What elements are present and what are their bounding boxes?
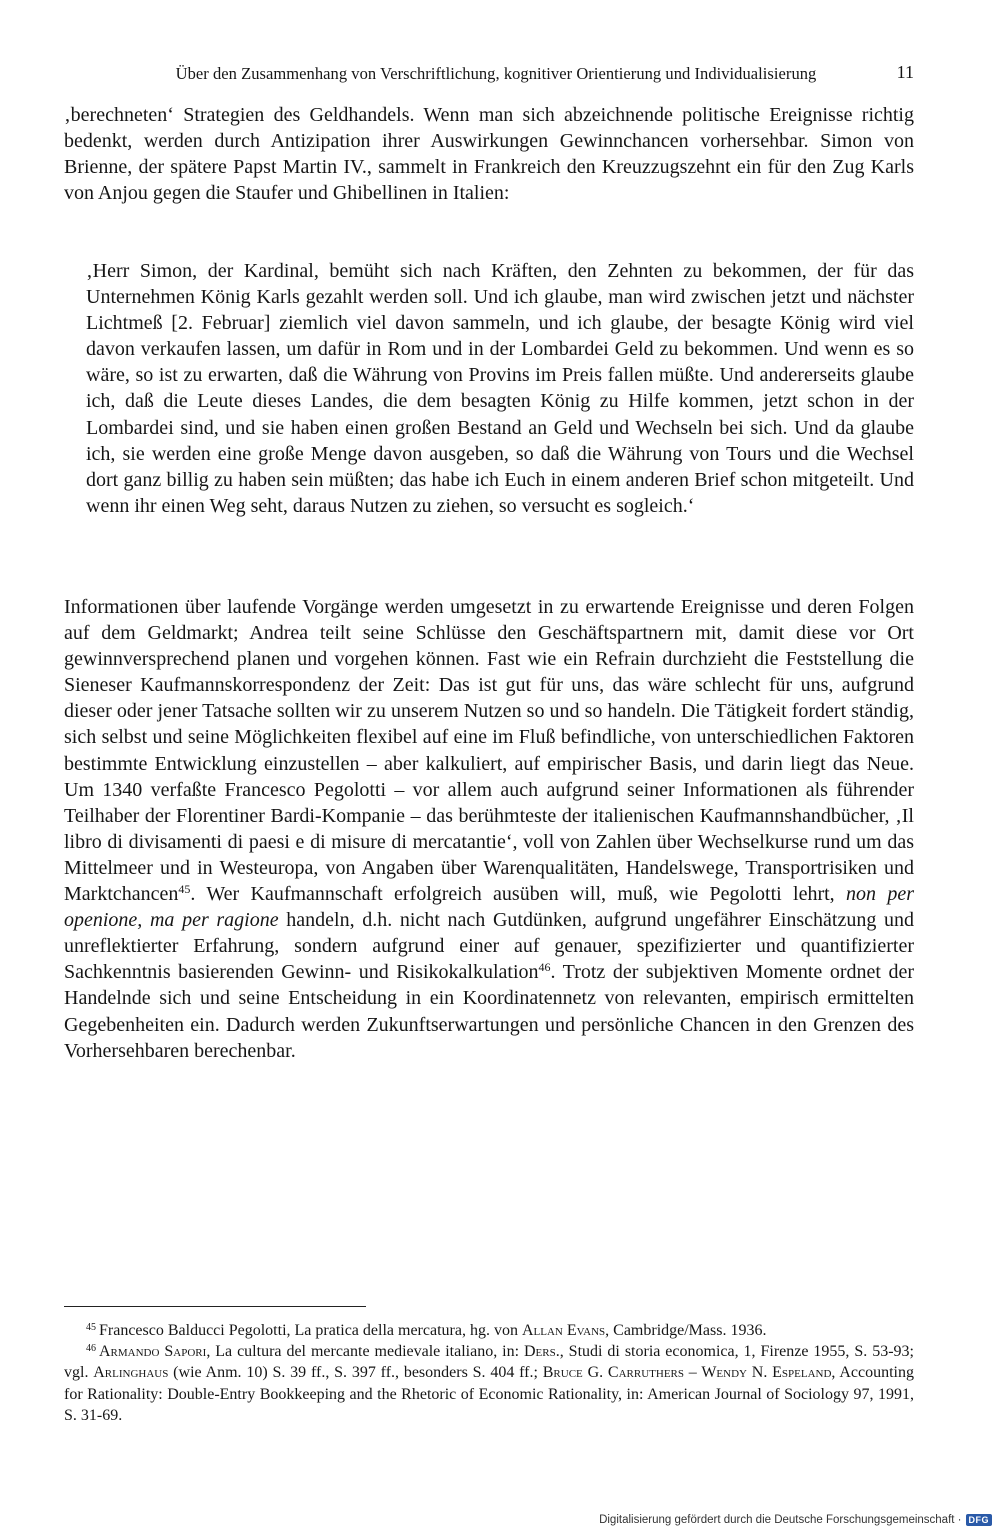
footnotes	[64, 1320, 914, 1426]
main-paragraph-text	[64, 594, 914, 1064]
footnote-46-author-3: Bruce G. Carruthers – Wendy N. Espeland	[542, 1364, 832, 1382]
footnote-46-ders: Ders.	[524, 1343, 560, 1361]
main-paragraph	[64, 594, 914, 1064]
footnote-46-author-1: Armando Sapori	[99, 1343, 207, 1361]
footnote-45-text-b: , Cambridge/Mass. 1936.	[605, 1322, 767, 1339]
intro-paragraph-text: ‚berechneten‘ Strategien des Geldhandels. Wenn man sich abzeichnende politische Ereignisse richtig bedenkt, werden durch Antizipation ihrer Auswirkungen Gewinnchancen vorhersehbar. Simon von Brienne, der spätere Papst Martin IV., sammelt in Frankreich den Kreuzzugszehnt ein für den Zug Karls von Anjou gegen die Staufer und Ghibellinen in Italien:	[64, 104, 914, 205]
footnote-46-text-a: , La cultura del mercante medievale italiano, in:	[206, 1343, 524, 1361]
page-number: 11	[896, 62, 914, 82]
footnote-46	[64, 1341, 914, 1426]
footnote-ref-46: 46	[538, 960, 551, 975]
footnote-45-number: 45	[86, 1322, 96, 1333]
footnote-rule	[64, 1306, 366, 1307]
footnote-ref-45: 45	[178, 882, 191, 897]
main-text-part3: handeln, d.h. nicht nach Gutdünken, aufgrund ungefährer Einschätzung und unreflektierter Erfahrung, sondern aufgrund einer auf genauer, spezifizierter und quantifizierter Sachkenntnis basierenden Gewinn- und Risikokalkulation	[64, 909, 914, 984]
block-quote	[86, 258, 914, 519]
footnote-46-text-d: , Accounting for Rationality: Double-Entry Bookkeeping and the Rhetoric of Economic Rationality, in: American Journal of Sociology 97, 1991, S. 31-69.	[64, 1364, 914, 1424]
footnote-46-author-2: Arlinghaus	[93, 1364, 169, 1382]
block-quote-text: ‚Herr Simon, der Kardinal, bemüht sich nach Kräften, den Zehnten zu bekommen, der für das Unternehmen König Karls gezahlt werden soll. Und ich glaube, man wird zwischen jetzt und nächster Lichtmeß [2. Februar] ziemlich viel davon sammeln, und ich glaube, der besagte König wird viel davon verkaufen lassen, um dafür in Rom und in der Lombardei Geld zu bekommen. Und wenn es so wäre, so ist zu erwarten, daß die Währung von Provins im Preis fallen müßte. Und andererseits glaube ich, daß die Leute dieses Landes, die dem besagten König zu Hilfe kommen, jetzt schon in der Lombardei sind, und sie haben einen großen Bestand an Geld und Wechseln bei sich. Und da glaube ich, sie werden eine große Menge davon ausgeben, so daß die Währung von Tours und die Wechsel dort ganz billig zu haben sein müßten; das habe ich Euch in einem anderen Brief schon mitgeteilt. Und wenn ihr einen Weg seht, daraus Nutzen zu ziehen, so versucht es sogleich.‘	[86, 260, 914, 517]
main-text-part1: Informationen über laufende Vorgänge werden umgesetzt in zu erwartende Ereignisse und deren Folgen auf dem Geldmarkt; Andrea teilt seine Schlüsse den Geschäftspartnern mit, damit diese vor Ort gewinnversprechend planen und vorgehen können. Fast wie ein Refrain durchzieht die Feststellung die Sieneser Kaufmannskorrespondenz der Zeit: Das ist gut für uns, das wäre schlecht für uns, aufgrund dieser oder jener Tatsache sollten wir zu unserem Nutzen so und so handeln. Die Tätigkeit fordert ständig, sich selbst und seine Möglichkeiten flexibel auf eine im Fluß befindliche, von unterschiedlichen Faktoren bestimmte Entwicklung einzustellen – aber kalkuliert, auf empirischer Basis, und darin liegt das Neue. Um 1340 verfaßte Francesco Pegolotti – vor allem auch aufgrund seiner Informationen als führender Teilhaber der Florentiner Bardi-Kompanie – das berühmteste der italienischen Kaufmannshandbücher, ‚Il libro di divisamenti di paesi e di misure di mercatantie‘, voll von Zahlen über Wechselkurse rund um das Mittelmeer und in Westeuropa, von Angaben über Warenqualitäten, Handelswege, Transportrisiken und Marktchancen	[64, 596, 914, 906]
latin-phrase: non per openione, ma per ragione	[64, 883, 914, 932]
footnote-46-text-c: (wie Anm. 10) S. 39 ff., S. 397 ff., besonders S. 404 ff.;	[168, 1364, 543, 1382]
digitization-notice-text: Digitalisierung gefördert durch die Deutsche Forschungsgemeinschaft ·	[599, 1514, 962, 1526]
footnote-46-number: 46	[86, 1343, 96, 1355]
digitization-notice	[599, 1514, 992, 1526]
footnote-46-text-b: , Studi di storia economica, 1, Firenze 1955, S. 53-93; vgl.	[64, 1343, 915, 1382]
footnote-45-text-a: Francesco Balducci Pegolotti, La pratica della mercatura, hg. von	[99, 1322, 522, 1339]
intro-paragraph	[64, 102, 914, 206]
running-head: Über den Zusammenhang von Verschriftlichung, kognitiver Orientierung und Individualisierung	[175, 64, 817, 83]
footnote-45-author: Allan Evans	[521, 1322, 606, 1339]
footnote-45	[64, 1320, 914, 1341]
dfg-logo-icon: DFG	[966, 1514, 993, 1526]
main-text-part4: . Trotz der subjektiven Momente ordnet der Handelnde sich und seine Entscheidung in ein Koordinatennetz von relevanten, empirisch ermittelten Gegebenheiten ein. Dadurch werden Zukunftserwartungen und persönliche Chancen in den Grenzen des Vorhersehbaren berechenbar.	[64, 961, 914, 1062]
main-text-part2: . Wer Kaufmannschaft erfolgreich ausüben will, muß, wie Pegolotti lehrt,	[190, 883, 846, 906]
